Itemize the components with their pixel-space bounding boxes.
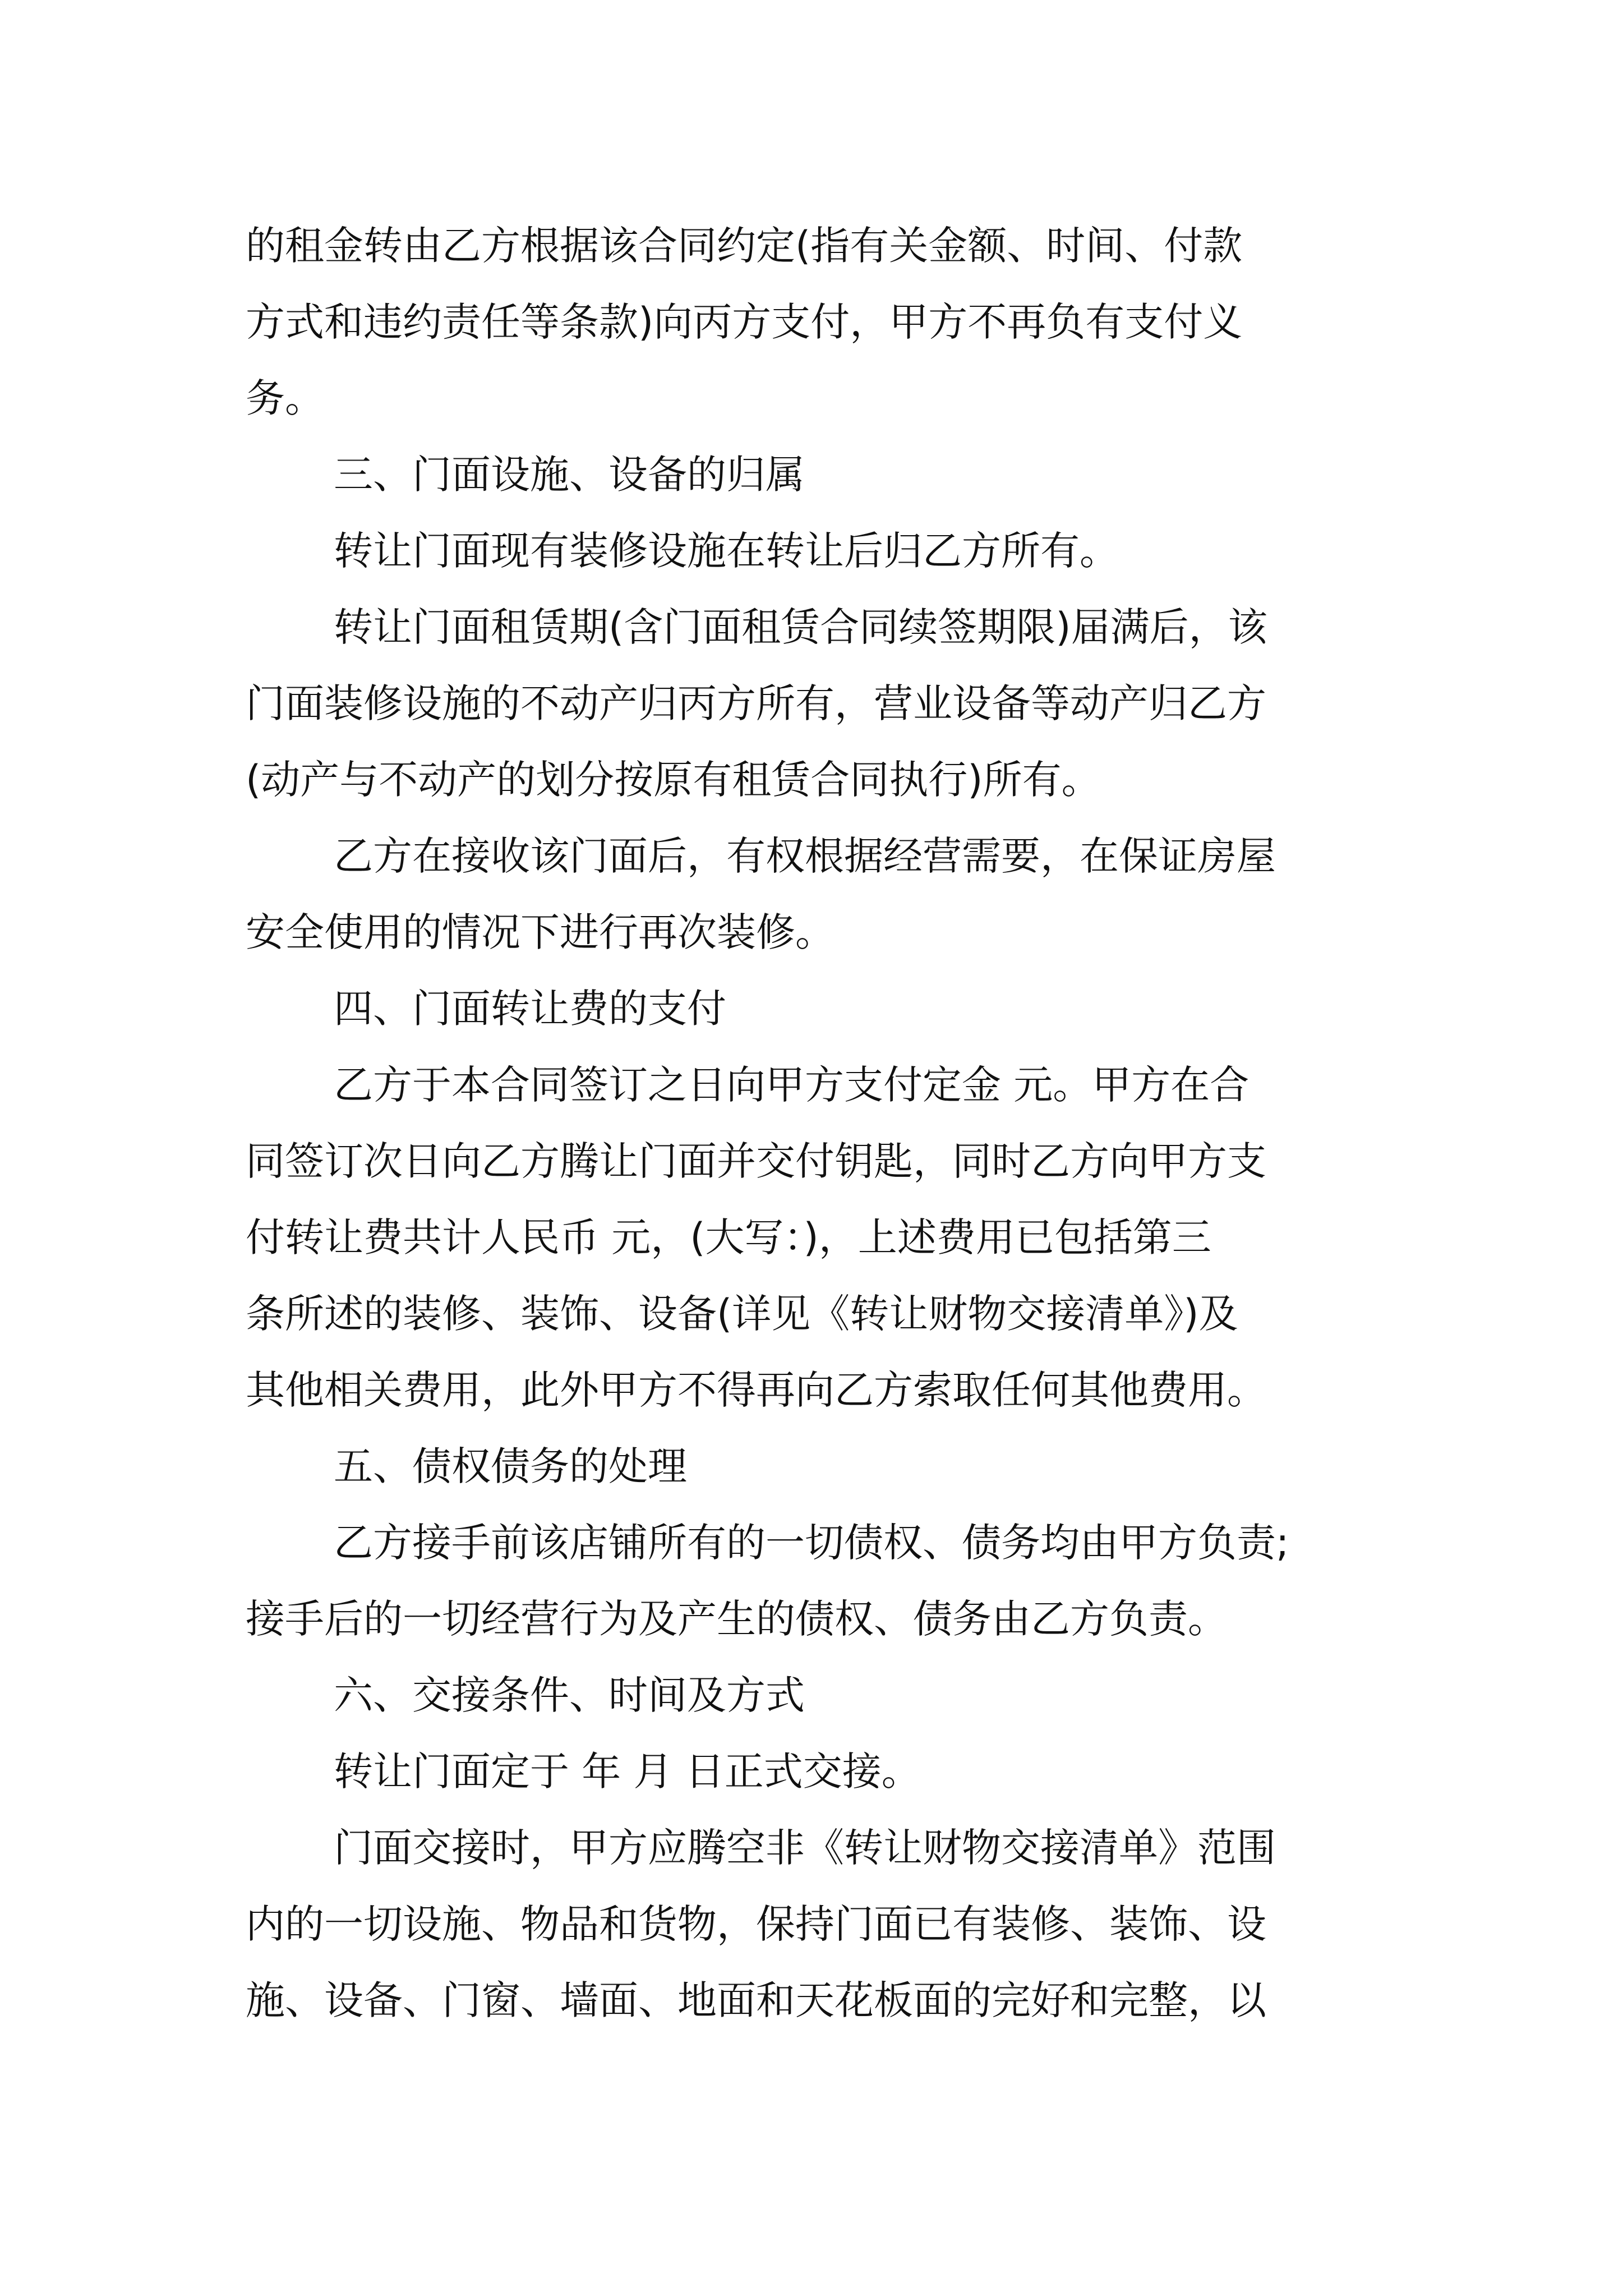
section-heading: 四、门面转让费的支付	[334, 986, 726, 1032]
text-line: 乙方于本合同签订之日向甲方支付定金 元。甲方在合	[334, 1062, 1249, 1108]
text-line: 门面装修设施的不动产归丙方所有，营业设备等动产归乙方	[246, 680, 1266, 726]
text-line: 乙方在接收该门面后，有权根据经营需要，在保证房屋	[334, 833, 1276, 879]
section-heading: 五、债权债务的处理	[334, 1443, 687, 1489]
text-line: 务。	[246, 375, 324, 421]
text-line: (动产与不动产的划分按原有租赁合同执行)所有。	[246, 757, 1101, 803]
section-heading: 六、交接条件、时间及方式	[334, 1672, 805, 1718]
text-line: 条所述的装修、装饰、设备(详见《转让财物交接清单》)及	[246, 1291, 1238, 1337]
text-line: 的租金转由乙方根据该合同约定(指有关金额、时间、付款	[246, 223, 1243, 269]
text-line: 安全使用的情况下进行再次装修。	[246, 909, 834, 955]
text-line: 转让门面租赁期(含门面租赁合同续签期限)届满后，该	[334, 604, 1267, 650]
text-line: 转让门面定于 年 月 日正式交接。	[334, 1749, 921, 1795]
text-line: 转让门面现有装修设施在转让后归乙方所有。	[334, 528, 1119, 574]
text-line: 同签订次日向乙方腾让门面并交付钥匙，同时乙方向甲方支	[246, 1138, 1266, 1184]
text-line: 乙方接手前该店铺所有的一切债权、债务均由甲方负责;	[334, 1520, 1289, 1566]
text-line: 付转让费共计人民币 元，(大写：)，上述费用已包括第三	[246, 1214, 1211, 1260]
section-heading: 三、门面设施、设备的归属	[334, 452, 805, 498]
text-line: 接手后的一切经营行为及产生的债权、债务由乙方负责。	[246, 1596, 1227, 1642]
text-line: 施、设备、门窗、墙面、地面和天花板面的完好和完整，以	[246, 1977, 1266, 2023]
text-line: 门面交接时，甲方应腾空非《转让财物交接清单》范围	[334, 1825, 1276, 1871]
text-line: 内的一切设施、物品和货物，保持门面已有装修、装饰、设	[246, 1901, 1266, 1947]
text-line: 其他相关费用，此外甲方不得再向乙方索取任何其他费用。	[246, 1367, 1266, 1413]
text-line: 方式和违约责任等条款)向丙方支付，甲方不再负有支付义	[246, 299, 1243, 345]
